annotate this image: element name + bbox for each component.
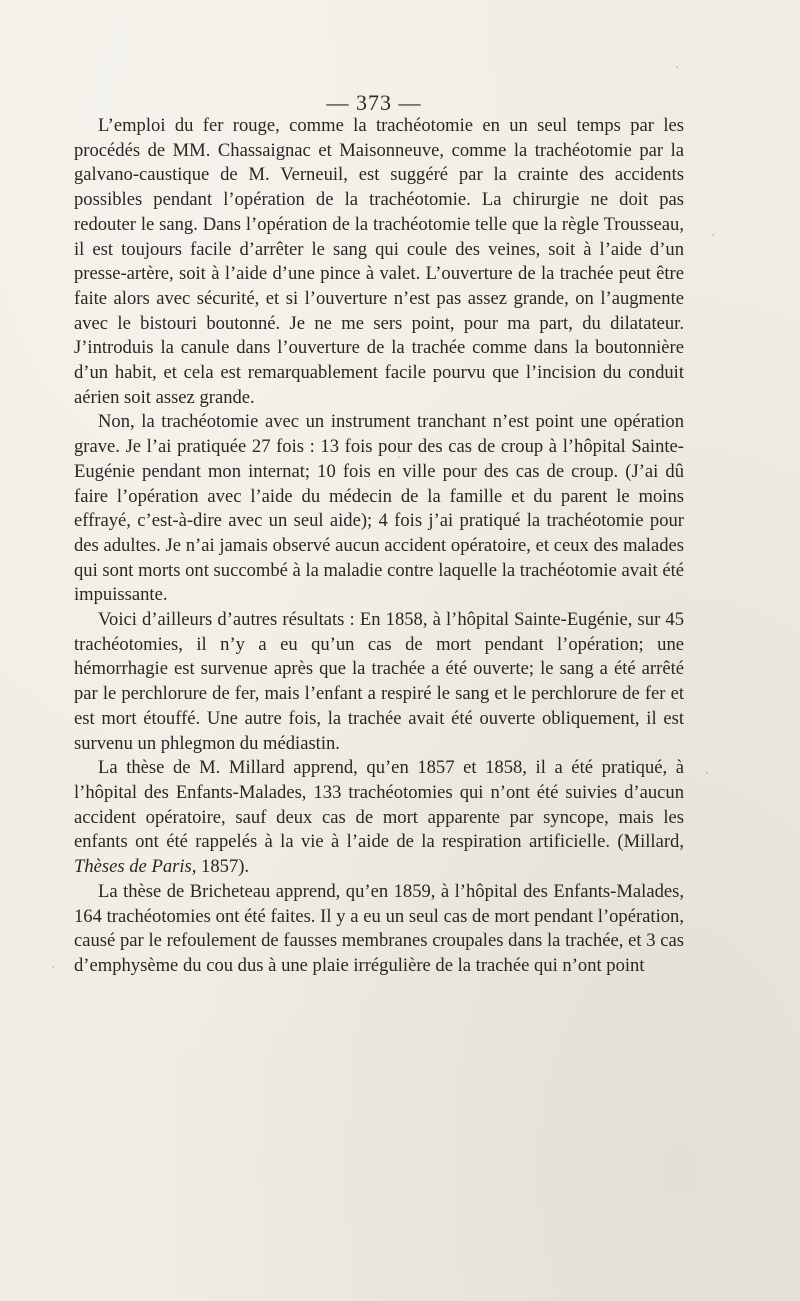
- paper-speck: [398, 456, 400, 458]
- paragraph: [74, 756, 684, 880]
- paper-speck: [676, 66, 678, 68]
- paragraph: L’emploi du fer rouge, comme la trachéotomie en un seul temps par les procédés de MM. Chassaignac et Maisonneuve, comme la trachéotomie par la galvano-caustique de M. Verneuil, est suggéré par la crainte des accidents possibles pendant l’opération de la trachéotomie. La chirurgie ne doit pas redouter le sang. Dans l’opération de la trachéotomie telle que la règle Trousseau, il est toujours facile d’arrêter le sang qui coule des veines, soit à l’aide d’un presse-artère, soit à l’aide d’une pince à valet. L’ouverture de la trachée peut être faite alors avec sécurité, et si l’ouverture n’est pas assez grande, on l’augmente avec le bistouri boutonné. Je ne me sers point, pour ma part, du dilatateur. J’introduis la canule dans l’ouverture de la trachée comme dans la boutonnière d’un habit, et cela est remarquablement facile pourvu que l’incision du conduit aérien soit assez grande.: [74, 115, 684, 408]
- page-body: [74, 114, 684, 979]
- page-number: — 373 —: [326, 90, 422, 115]
- paper-speck: [52, 966, 54, 968]
- paragraph-text: La thèse de M. Millard apprend, qu’en 1857 et 1858, il a été pratiqué, à l’hôpital des Enfants-Malades, 133 trachéotomies qui n’ont été suivies d’aucun accident opératoire, sauf deux cas de mort apparente par syncope, mais les enfants ont été rappelés à la vie à l’aide de la respiration artificielle. (Millard,: [74, 757, 684, 853]
- paragraph: Voici d’ailleurs d’autres résultats : En 1858, à l’hôpital Sainte-Eugénie, sur 45 trachéotomies, il n’y a eu qu’un cas de mort pendant l’opération; une hémorrhagie est survenue après que la trachée a été ouverte; le sang a été arrêté par le perchlorure de fer, mais l’enfant a respiré le sang et le perchlorure de fer et est mort étouffé. Une autre fois, la trachée avait été ouverte obliquement, il est survenu un phlegmon du médiastin.: [74, 609, 684, 754]
- paragraph: Non, la trachéotomie avec un instrument tranchant n’est point une opération grave. Je l’ai pratiquée 27 fois : 13 fois pour des cas de croup à l’hôpital Sainte-Eugénie pendant mon internat; 10 fois en ville pour des cas de croup. (J’ai dû faire l’opération avec l’aide du médecin de la famille et du parent le moins effrayé, c’est-à-dire avec un seul aide); 4 fois j’ai pratiqué la trachéotomie pour des adultes. Je n’ai jamais observé aucun accident opératoire, et ceux des malades qui sont morts ont succombé à la maladie contre laquelle la trachéotomie avait été impuissante.: [74, 411, 684, 606]
- paragraph-text: 1857).: [196, 856, 250, 878]
- paper-speck: [712, 234, 714, 236]
- paper-speck: [706, 772, 708, 774]
- citation: Thèses de Paris,: [74, 856, 197, 878]
- paragraph: La thèse de Bricheteau apprend, qu’en 1859, à l’hôpital des Enfants-Malades, 164 trachéotomies ont été faites. Il y a eu un seul cas de mort pendant l’opération, causé par le refoulement de fausses membranes croupales dans la trachée, et 3 cas d’emphysème du cou dus à une plaie irrégulière de la trachée qui n’ont point: [74, 880, 684, 976]
